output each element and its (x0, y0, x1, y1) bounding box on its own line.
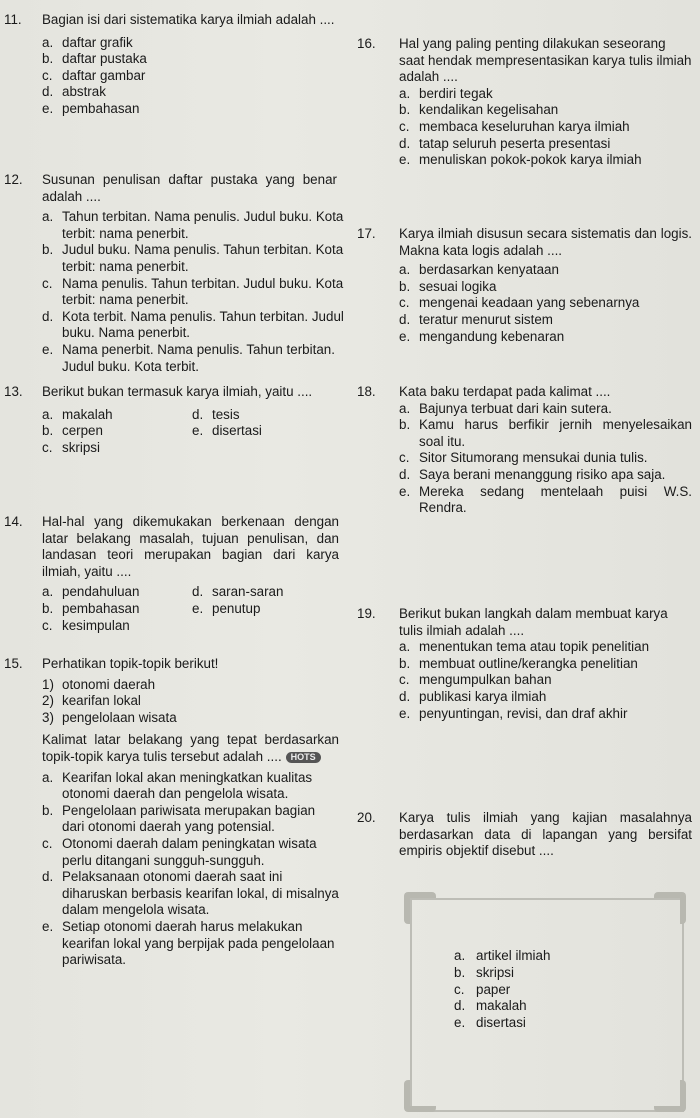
option: c. Otonomi daerah dalam peningkatan wisata perlu ditangani sungguh-sungguh. (42, 835, 317, 868)
question-stem: Berikut bukan langkah dalam membuat karya tulis ilmiah adalah .... (399, 606, 668, 638)
question-number: 12. (4, 172, 23, 187)
option: c. kesimpulan (42, 617, 130, 633)
option: b. membuat outline/kerangka penelitian (399, 655, 638, 671)
question-stem: Kata baku terdapat pada kalimat .... (399, 384, 611, 399)
option: a. Bajunya terbuat dari kain sutera. (399, 400, 612, 416)
question-number: 11. (4, 12, 22, 27)
option: e. mengandung kebenaran (399, 328, 565, 344)
question-number: 13. (4, 384, 23, 399)
option: c. mengenai keadaan yang sebenarnya (399, 295, 640, 311)
question-number: 16. (357, 36, 376, 51)
option: e. disertasi (454, 1015, 526, 1031)
question-stem: Bagian isi dari sistematika karya ilmiah adalah .... (42, 12, 335, 27)
option: d. abstrak (42, 84, 106, 100)
option: a. berdasarkan kenyataan (399, 262, 559, 278)
question-stem: Hal-hal yang dikemukakan berkenaan dengan latar belakang masalah, tujuan penulisan, dan landasan teori merupakan bagian dari karya ilmiah, yaitu .... (42, 514, 339, 579)
frame-corner (654, 892, 686, 924)
question-number: 18. (357, 384, 376, 399)
option: b. skripsi (454, 964, 514, 980)
option: d. publikasi karya ilmiah (399, 688, 547, 704)
list-item: 2) kearifan lokal (42, 693, 141, 709)
question-number: 15. (4, 656, 23, 671)
hots-badge: HOTS (286, 752, 321, 763)
question-stem: Karya tulis ilmiah yang kajian masalahnya berdasarkan data di lapangan yang bersifat empiris objektif disebut .... (399, 810, 692, 859)
list-item: 1) otonomi daerah (42, 676, 156, 692)
option: c. Sitor Situmorang mensukai dunia tulis. (399, 450, 648, 466)
question-20-options (454, 948, 550, 1032)
option: e. Setiap otonomi daerah harus melakukan kearifan lokal yang berpijak pada pengelolaan pariwisata. (42, 918, 335, 968)
option: d. saran-saran (192, 584, 284, 600)
question-number: 20. (357, 810, 376, 825)
question-stem: Perhatikan topik-topik berikut! (42, 656, 219, 671)
question-number: 19. (357, 606, 376, 621)
question-stem: Susunan penulisan daftar pustaka yang benar adalah .... (42, 172, 337, 204)
question-stem: Karya ilmiah disusun secara sistematis dan logis. Makna kata logis adalah .... (399, 226, 692, 258)
option: e. penutup (192, 600, 261, 616)
option: d. Pelaksanaan otonomi daerah saat ini diharuskan berbasis kearifan lokal, di misalnya dalam mengelola wisata. (42, 869, 339, 918)
frame-corner (654, 1080, 686, 1112)
option: a. daftar grafik (42, 34, 133, 50)
frame-corner (404, 892, 436, 924)
option: a. makalah (42, 406, 113, 422)
option: b. cerpen (42, 423, 103, 439)
option: b. kendalikan kegelisahan (399, 102, 559, 118)
option: e. disertasi (192, 423, 262, 439)
option: c. membaca keseluruhan karya ilmiah (399, 118, 630, 134)
option: d. Saya berani menanggung risiko apa saja. (399, 466, 666, 482)
option: c. Nama penulis. Tahun terbitan. Judul buku. Kota terbit: nama penerbit. (42, 275, 344, 308)
question-15 (0, 656, 345, 969)
topic-list (42, 677, 345, 727)
option: b. Judul buku. Nama penulis. Tahun terbitan. Kota terbit: nama penerbit. (42, 242, 344, 274)
question-13 (0, 384, 345, 456)
question-14 (0, 514, 345, 634)
question-11 (0, 12, 345, 118)
option: b. Pengelolaan pariwisata merupakan bagian dari otonomi daerah yang potensial. (42, 802, 316, 835)
option: b. pembahasan (42, 600, 140, 616)
question-number: 14. (4, 514, 23, 529)
option: e. penyuntingan, revisi, dan draf akhir (399, 705, 628, 721)
option: e. Nama penerbit. Nama penulis. Tahun terbitan. Judul buku. Kota terbit. (42, 341, 335, 374)
option: d. makalah (454, 998, 527, 1014)
list-item: 3) pengelolaan wisata (42, 709, 177, 725)
option: a. artikel ilmiah (454, 948, 551, 963)
option: c. mengumpulkan bahan (399, 672, 552, 688)
question-12 (0, 172, 345, 375)
question-number: 17. (357, 226, 376, 241)
question-prompt: Kalimat latar belakang yang tepat berdasarkan topik-topik karya tulis tersebut adalah .... HOTS (42, 732, 339, 764)
option: a. Kearifan lokal akan meningkatkan kualitas otonomi daerah dan pengelola wisata. (42, 769, 313, 802)
option: d. Kota terbit. Nama penulis. Tahun terbitan. Judul buku. Nama penerbit. (42, 308, 344, 341)
option: d. tatap seluruh peserta presentasi (399, 135, 611, 151)
option: e. pembahasan (42, 100, 140, 116)
option: d. tesis (192, 406, 240, 422)
option: e. Mereka sedang mentelaah puisi W.S. Rendra. (399, 483, 692, 516)
option: d. teratur menurut sistem (399, 311, 553, 327)
question-16 (357, 36, 692, 169)
question-17 (357, 226, 692, 345)
option: b. sesuai logika (399, 278, 497, 294)
option: c. paper (454, 981, 511, 997)
option: a. menentukan tema atau topik penelitian (399, 639, 650, 655)
option: a. berdiri tegak (399, 85, 493, 101)
question-stem: Berikut bukan termasuk karya ilmiah, yaitu .... (42, 384, 313, 399)
option: e. menuliskan pokok-pokok karya ilmiah (399, 152, 642, 168)
question-18 (357, 384, 692, 517)
frame-corner (404, 1080, 436, 1112)
question-stem: Hal yang paling penting dilakukan seseorang saat hendak mempresentasikan karya tulis ilmiah adalah .... (399, 36, 692, 85)
question-20 (357, 810, 692, 860)
option: a. Tahun terbitan. Nama penulis. Judul buku. Kota terbit: nama penerbit. (42, 209, 344, 241)
option: c. skripsi (42, 439, 100, 455)
option: a. pendahuluan (42, 584, 140, 600)
option: b. daftar pustaka (42, 51, 147, 67)
option: b. Kamu harus berfikir jernih menyelesaikan soal itu. (399, 417, 692, 449)
option: c. daftar gambar (42, 67, 146, 83)
question-19 (357, 606, 692, 722)
